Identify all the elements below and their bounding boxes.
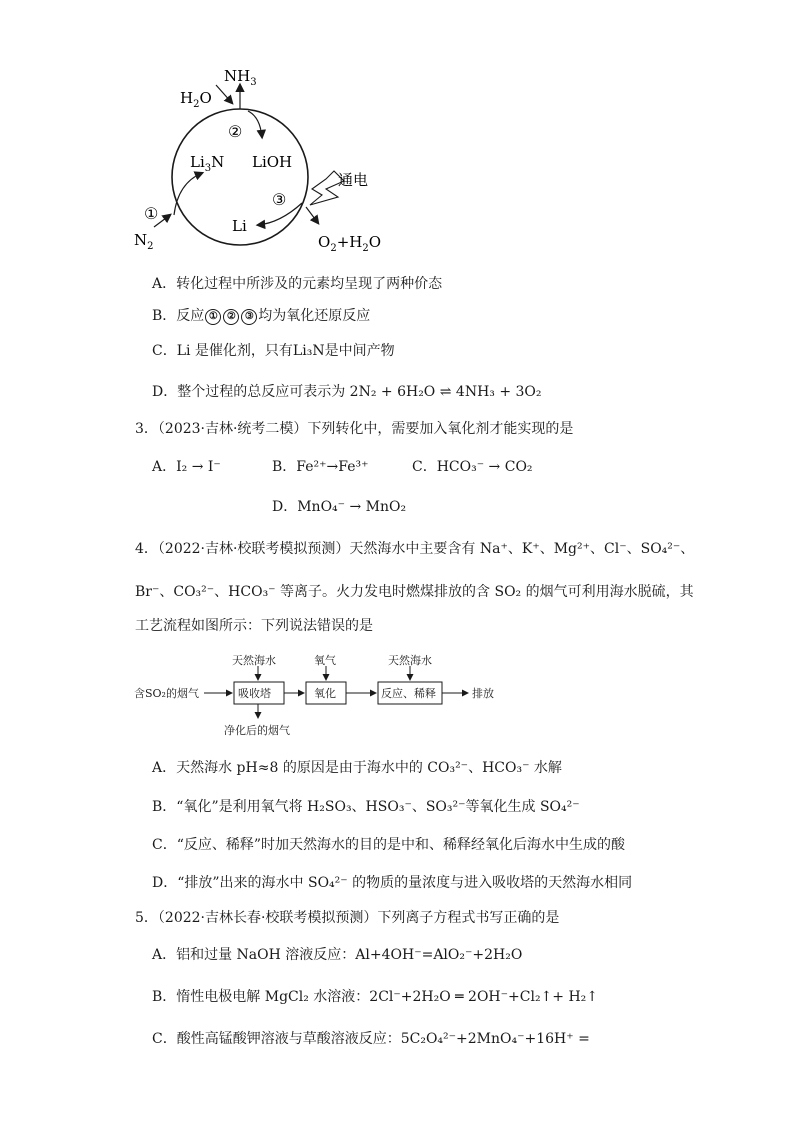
label-n2: $N_2$ <box>134 231 154 252</box>
flow-discharge: 排放 <box>472 687 494 700</box>
q4-stem-line1: 4．（2022·吉林·校联考模拟预测）天然海水中主要含有 Na⁺、K⁺、Mg²⁺、Cl⁻、SO₄²⁻、 <box>135 541 695 557</box>
step1-badge: ① <box>205 309 221 325</box>
q4-option-a[interactable]: A．天然海水 pH≈8 的原因是由于海水中的 CO₃²⁻、HCO₃⁻ 水解 <box>152 760 562 776</box>
flow-input-gas: 含SO₂的烟气 <box>134 687 199 700</box>
q2-option-b-suffix: 均为氧化还原反应 <box>258 308 371 324</box>
label-h2o-in: $H_2O$ <box>180 89 212 110</box>
label-tongdian: 通电 <box>338 171 369 189</box>
label-step1: ① <box>144 204 159 223</box>
label-lioh: LiOH <box>252 153 293 171</box>
flow-react-dilute: 反应、稀释 <box>381 687 436 700</box>
q3-option-b[interactable]: B．Fe²⁺→Fe³⁺ <box>272 459 369 475</box>
label-li3n: $Li_3N$ <box>190 153 225 174</box>
flow-seawater-1: 天然海水 <box>232 654 276 667</box>
q2-option-a[interactable]: A．转化过程中所涉及的元素均呈现了两种价态 <box>152 276 443 292</box>
label-step2: ② <box>228 122 243 141</box>
label-li: Li <box>232 217 247 235</box>
step3-badge: ③ <box>241 309 257 325</box>
q3-option-d[interactable]: D．MnO₄⁻ → MnO₂ <box>272 499 407 515</box>
label-nh3: $NH_3$ <box>224 67 257 88</box>
q4-option-c[interactable]: C．“反应、稀释”时加天然海水的目的是中和、稀释经氧化后海水中生成的酸 <box>152 837 626 853</box>
q5-option-b[interactable]: B．惰性电极电解 MgCl₂ 水溶液：2Cl⁻+2H₂O ═ 2OH⁻+Cl₂↑+ H₂↑ <box>152 989 599 1005</box>
q5-stem: 5．（2022·吉林长春·校联考模拟预测）下列离子方程式书写正确的是 <box>135 910 560 926</box>
q4-stem-line3: 工艺流程如图所示：下列说法错误的是 <box>135 618 373 634</box>
q5-option-c[interactable]: C．酸性高锰酸钾溶液与草酸溶液反应：5C₂O₄²⁻+2MnO₄⁻+16H⁺ = <box>152 1031 590 1047</box>
q2-option-c[interactable]: C．Li 是催化剂，只有Li₃N是中间产物 <box>152 343 395 359</box>
q2-option-b-prefix: B．反应 <box>152 308 205 324</box>
flow-oxidize: 氧化 <box>314 687 336 700</box>
q3-option-c[interactable]: C．HCO₃⁻ → CO₂ <box>412 459 533 475</box>
label-o2-h2o: $O_2+H_2O$ <box>318 233 382 254</box>
q5-option-a[interactable]: A．铝和过量 NaOH 溶液反应：Al+4OH⁻=AlO₂⁻+2H₂O <box>152 947 523 963</box>
li-nitrogen-cycle-diagram <box>120 55 400 265</box>
label-step3: ③ <box>272 190 287 209</box>
q3-option-a[interactable]: A．I₂ → I⁻ <box>152 459 221 475</box>
q2-option-d[interactable]: D．整个过程的总反应可表示为 2N₂ + 6H₂O ⇌ 4NH₃ + 3O₂ <box>152 384 542 400</box>
q4-stem-line2: Br⁻、CO₃²⁻、HCO₃⁻ 等离子。火力发电时燃煤排放的含 SO₂ 的烟气可利用海水脱硫，其 <box>135 584 694 600</box>
flow-oxygen: 氧气 <box>314 654 336 667</box>
flow-clean-gas: 净化后的烟气 <box>224 724 290 737</box>
q2-option-b[interactable] <box>152 307 370 325</box>
q4-option-b[interactable]: B．“氧化”是利用氧气将 H₂SO₃、HSO₃⁻、SO₃²⁻等氧化生成 SO₄²⁻ <box>152 799 580 815</box>
flow-seawater-2: 天然海水 <box>388 654 432 667</box>
q4-option-d[interactable]: D．“排放”出来的海水中 SO₄²⁻ 的物质的量浓度与进入吸收塔的天然海水相同 <box>152 875 633 891</box>
step2-badge: ② <box>223 309 239 325</box>
flow-absorber: 吸收塔 <box>238 687 271 700</box>
q3-stem: 3．（2023·吉林·统考二模）下列转化中，需要加入氧化剂才能实现的是 <box>135 421 574 437</box>
